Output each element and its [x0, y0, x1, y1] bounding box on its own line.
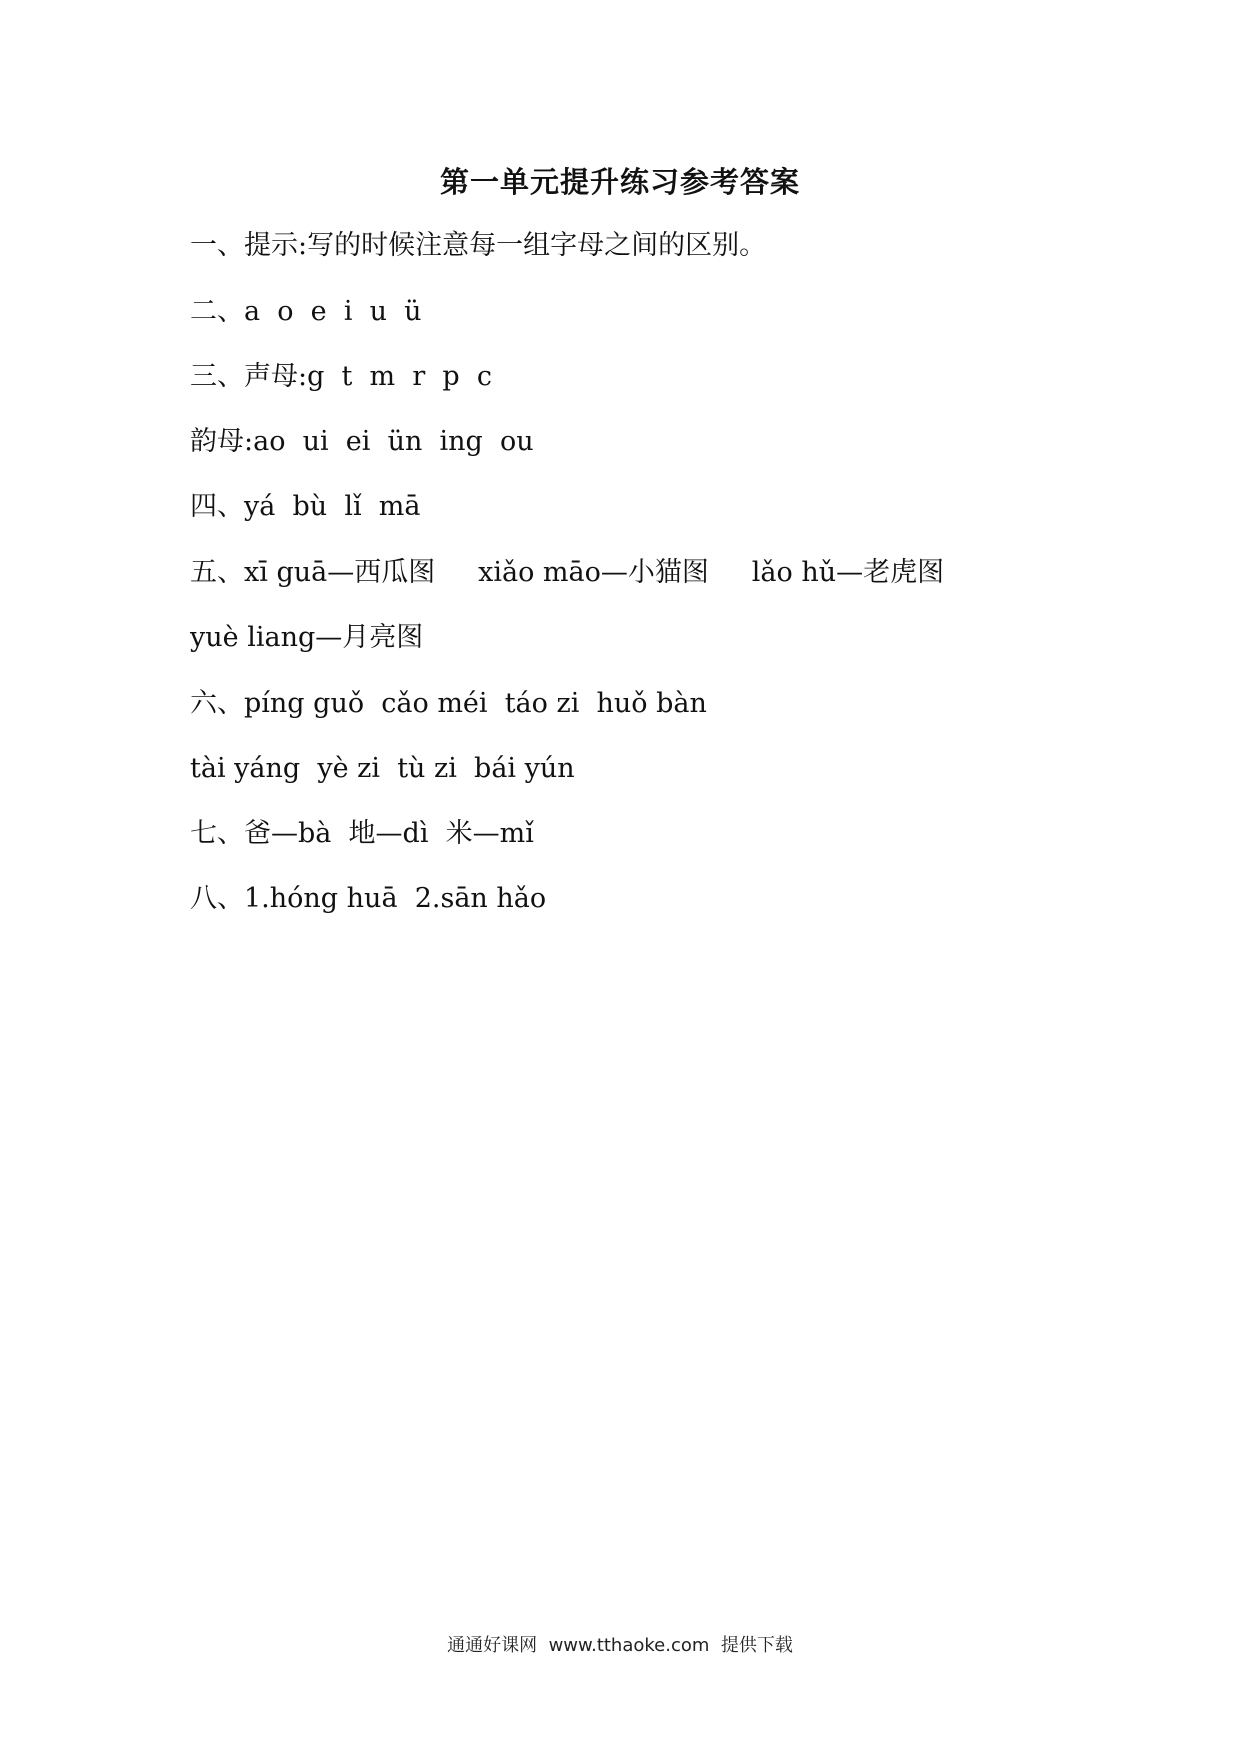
answer-line-7: yuè liang—月亮图 — [190, 622, 424, 653]
answer-line-3: 三、声母:g t m r p c — [190, 361, 492, 392]
answer-line-5: 四、yá bù lǐ mā — [190, 491, 421, 522]
answer-line-11: 八、1.hóng huā 2.sān hǎo — [190, 883, 547, 914]
answer-line-10: 七、爸—bà 地—dì 米—mǐ — [190, 818, 534, 849]
answer-line-9: tài yáng yè zi tù zi bái yún — [190, 753, 575, 784]
answer-line-8: 六、píng guǒ cǎo méi táo zi huǒ bàn — [190, 688, 707, 719]
answer-line-6: 五、xī guā—西瓜图 xiǎo māo—小猫图 lǎo hǔ—老虎图 — [190, 557, 945, 588]
answer-line-2: 二、a o e i u ü — [190, 296, 422, 327]
page-title: 第一单元提升练习参考答案 — [439, 165, 800, 199]
page-footer: 通通好课网 www.tthaoke.com 提供下载 — [447, 1635, 793, 1656]
answer-line-1: 一、提示:写的时候注意每一组字母之间的区别。 — [190, 230, 767, 261]
answer-line-4: 韵母:ao ui ei ün ing ou — [190, 426, 534, 457]
